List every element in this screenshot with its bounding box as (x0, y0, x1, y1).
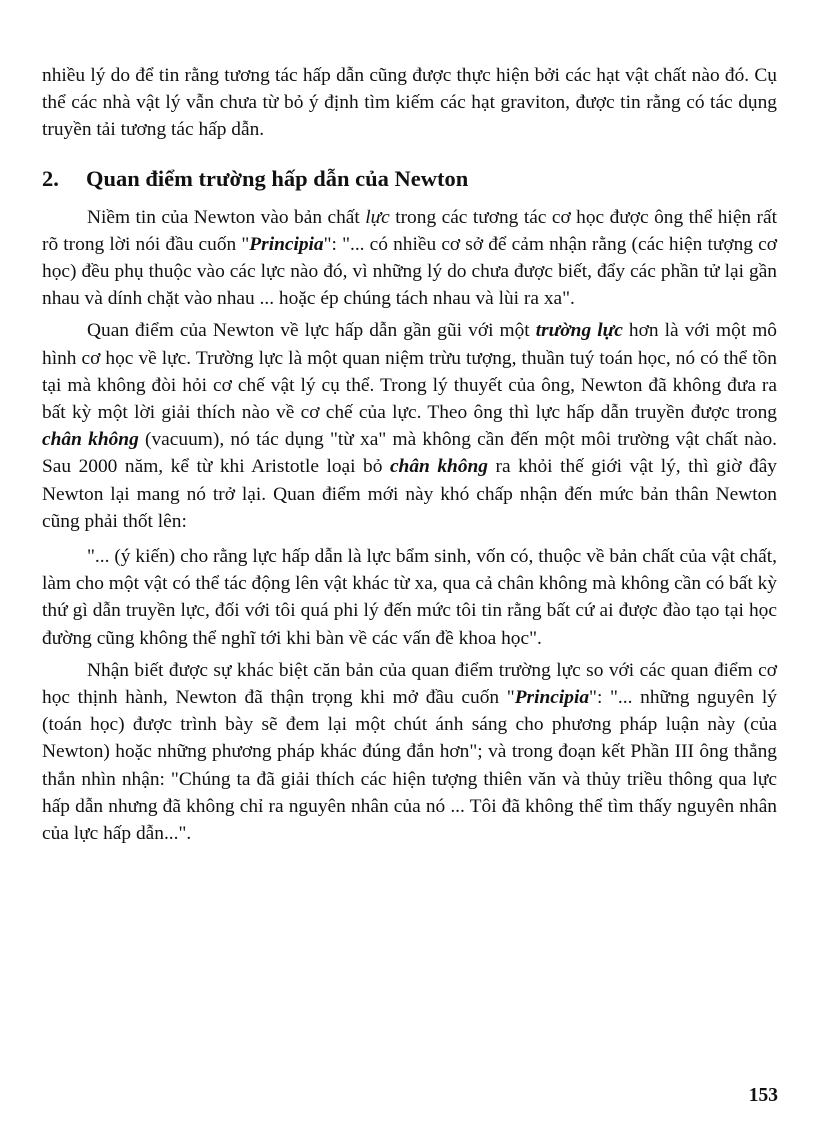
italic-title-principia: Principia (514, 687, 590, 709)
italic-title-principia: Principia (249, 233, 324, 255)
text-run: trong các tương tác cơ học được ông thể hiện rất rõ trong lời nói đầu cuốn " (42, 206, 778, 255)
italic-term-luc: lực (365, 206, 390, 228)
text-run: ra khỏi thế giới vật lý, thì giờ đây Newton lại mang nó trở lại. Quan điểm mới này khó chấp nhận đến mức bản thân Newton cũng phải thốt lên: (42, 456, 777, 532)
text-run: ": "... có nhiều cơ sở để cảm nhận rằng (các hiện tượng cơ học) đều phụ thuộc vào các lực nào đó, vì những lý do chưa được biết, đẩy các phần tử lại gần nhau và dính chặt vào nhau ... hoặc ép chúng tách nhau và lùi ra xa". (42, 233, 777, 310)
newton-quote: "... (ý kiến) cho rằng lực hấp dẫn là lực bẩm sinh, vốn có, thuộc về bản chất của vật chất, làm cho một vật có thể tác động lên vật khác từ xa, qua cả chân không mà không cần có bất kỳ thứ gì dẫn truyền lực, đối với tôi quá phi lý đến mức tôi tin rằng bất cứ ai được đào tạo tại học đường cũng không thể nghĩ tới khi bàn về các vấn đề khoa học". (42, 546, 777, 649)
italic-term-chan-khong: chân không (389, 456, 488, 478)
text-run: (vacuum), nó tác dụng "từ xa" mà không cần đến một môi trường vật chất nào. Sau 2000 năm, kể từ khi Aristotle loại bỏ (42, 429, 777, 478)
text-run: hơn là với một mô hình cơ học về lực. Trường lực là một quan niệm trừu tượng, thuần tuý toán học, nó có thể tồn tại mà không đòi hỏi cơ chế vật lý cụ thể. Trong lý thuyết của ông, Newton đã không đưa ra bất kỳ một lời giải thích nào về cơ chế của lực. Theo ông thì lực hấp dẫn truyền được trong (42, 320, 777, 424)
paragraph-force-field (42, 317, 777, 535)
section-heading (42, 164, 777, 194)
paragraph-continuation: nhiều lý do để tin rằng tương tác hấp dẫn cũng được thực hiện bởi các hạt vật chất nào đó. Cụ thể các nhà vật lý vẫn chưa từ bỏ ý định tìm kiếm các hạt graviton, được tin rằng có tác dụng truyền tải tương tác hấp dẫn. (42, 65, 777, 141)
paragraph-newton-force (42, 204, 777, 313)
page-number: 153 (748, 1085, 778, 1106)
text-run: Niềm tin của Newton vào bản chất (87, 206, 366, 228)
italic-term-truong-luc: trường lực (535, 320, 623, 342)
text-run: Quan điểm của Newton về lực hấp dẫn gần gũi với một (87, 320, 536, 342)
italic-term-chan-khong: chân không (42, 429, 139, 451)
section-title: Quan điểm trường hấp dẫn của Newton (86, 165, 469, 191)
page-content (42, 62, 777, 847)
text-run: Nhận biết được sự khác biệt căn bản của quan điểm trường lực so với các quan điểm cơ học thịnh hành, Newton đã thận trọng khi mở đầu cuốn " (42, 659, 777, 709)
text-run: ": "... những nguyên lý (toán học) được trình bày sẽ đem lại một chút ánh sáng cho phương pháp luận này (của Newton) hoặc những phương pháp khác đúng đắn hơn"; và trong đoạn kết Phần III ông thẳng thắn nhìn nhận: "Chúng ta đã giải thích các hiện tượng thiên văn và thủy triều thông qua lực hấp dẫn nhưng đã không chỉ ra nguyên nhân của nó ... Tôi đã không thể tìm thấy nguyên nhân của lực hấp dẫn...". (42, 687, 777, 845)
paragraph-principia-caution (42, 657, 777, 847)
section-number: 2. (42, 165, 59, 191)
